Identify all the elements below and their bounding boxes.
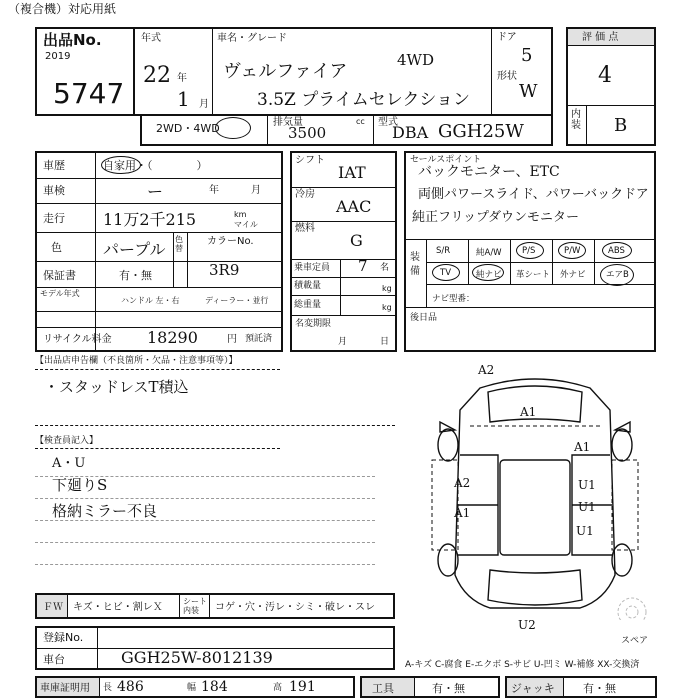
- recycle-unit: 円: [227, 334, 237, 345]
- mark-front-a2: A2: [478, 363, 495, 377]
- tools-value: 有・無: [432, 682, 465, 695]
- color-code-label: カラーNo.: [207, 236, 254, 247]
- load-label: 積載量: [294, 281, 322, 291]
- jack-row: [505, 676, 657, 698]
- equip-airbag: エアB: [606, 270, 629, 280]
- sales-point-label: セールスポイント: [410, 155, 482, 165]
- declaration-label: 【出品店申告欄（不良箇所・欠品・注意事項等）】: [35, 356, 238, 366]
- navi-model-label: ナビ型番：: [432, 294, 475, 304]
- load-unit: kg: [382, 284, 392, 293]
- month-unit: 月: [199, 99, 209, 110]
- tools-row: [360, 676, 500, 698]
- height-value: 191: [289, 679, 316, 695]
- dealer-option: ディーラー・並行: [205, 296, 269, 305]
- equip-sunroof: S/R: [436, 246, 451, 256]
- inspector-label: 【検査員記入】: [35, 436, 99, 446]
- capacity-unit: 名: [380, 263, 390, 273]
- sales-equipment-block: [404, 151, 656, 352]
- door-value: 5: [521, 45, 533, 66]
- recycle-label: リサイクル料金: [43, 334, 112, 345]
- inspection-year-unit: 年: [209, 185, 219, 196]
- drive-displacement-row: [140, 114, 553, 146]
- registration-label: 登録No.: [43, 631, 84, 644]
- form-header-note: （複合機）対応用紙: [8, 2, 117, 16]
- equip-alloy-wheel: 純A/W: [476, 248, 502, 258]
- mark-right-front-a1: A1: [574, 440, 591, 454]
- vehicle-header-block: [35, 27, 553, 116]
- handle-option: ハンドル 左・右: [121, 296, 180, 305]
- mark-right-quarter-u1: U1: [576, 524, 594, 538]
- mark-hood-a1: A1: [520, 405, 537, 419]
- color-code-value: 3R9: [209, 261, 240, 279]
- lot-year-tag: 2019: [45, 51, 71, 62]
- transfer-label: 名変期限: [295, 319, 332, 329]
- sales-line-2: 両側パワースライド、パワーバックドア: [418, 187, 649, 202]
- garage-cert-row: [35, 676, 355, 698]
- drive-options: 2WD・4WD: [156, 122, 220, 135]
- lot-number: 5747: [53, 77, 125, 110]
- mark-left-rear-a1: A1: [454, 506, 471, 520]
- inspection-month-unit: 月: [251, 185, 261, 196]
- recycle-deposit: 預託済: [245, 334, 273, 344]
- equip-leather-seat: 革シート: [516, 270, 551, 280]
- door-label: ドア: [497, 32, 517, 43]
- abs-circle: [602, 242, 632, 259]
- mileage-value: 11万2千215: [103, 210, 197, 229]
- transfer-month: 月: [338, 337, 348, 347]
- evaluation-value: 4: [598, 63, 612, 88]
- inspection-label: 車検: [43, 184, 65, 197]
- garage-cert-label: 車庫証明用: [40, 683, 90, 694]
- jack-label: ジャッキ: [511, 682, 555, 695]
- car-name-line1: ヴェルファイア: [223, 61, 348, 82]
- airbag-circle: [600, 264, 634, 286]
- displacement-unit: cc: [356, 117, 365, 126]
- mark-rear-u2: U2: [518, 618, 536, 632]
- mileage-unit-mile: マイル: [234, 220, 258, 229]
- damage-legend: A-キズ C-腐食 E-エクボ S-サビ U-凹ミ W-補修 XX-交換済: [405, 660, 640, 670]
- genuine-navi-circle: [472, 264, 504, 281]
- registration-block: [35, 626, 395, 670]
- fw-items: キズ・ヒビ・割レＸ: [73, 602, 163, 613]
- mileage-unit-km: km: [234, 210, 247, 219]
- sales-line-3: 純正フリップダウンモニター: [412, 210, 580, 225]
- mark-right-door-u1: U1: [578, 478, 596, 492]
- month-value: 1: [177, 87, 190, 111]
- equip-genuine-navi: 純ナビ: [476, 270, 502, 280]
- warranty-label: 保証書: [43, 269, 76, 282]
- inspector-line-2: 下廻りS: [52, 476, 108, 494]
- evaluation-label: 評 価 点: [582, 32, 619, 43]
- recycle-value: 18290: [147, 328, 198, 347]
- equipment-label: 装備: [410, 252, 420, 277]
- displacement-label: 排気量: [273, 117, 303, 128]
- equip-power-window: P/W: [564, 246, 581, 256]
- fw-row: [35, 593, 395, 619]
- fuel-value: G: [350, 231, 363, 250]
- car-name-line2: 3.5Z プライムセレクション: [257, 90, 471, 110]
- fw-label: ＦＷ: [43, 602, 63, 613]
- model-year-label: モデル年式: [40, 289, 80, 298]
- car-name-label: 車名・グレード: [217, 33, 287, 44]
- mileage-label: 走行: [43, 212, 65, 225]
- gross-label: 総重量: [294, 300, 322, 310]
- lot-label: 出品No.: [43, 31, 102, 49]
- tv-circle: [432, 264, 460, 281]
- width-value: 184: [201, 679, 228, 695]
- shift-value: IAT: [338, 163, 366, 182]
- car-damage-diagram: [410, 360, 660, 620]
- drive-selected-circle: [215, 117, 251, 139]
- shift-label: シフト: [295, 155, 325, 166]
- width-label: 幅: [187, 683, 197, 693]
- rear-items-label: 後日品: [410, 313, 438, 323]
- model-prefix: DBA: [392, 123, 429, 142]
- color-value: パープル: [103, 240, 166, 259]
- length-value: 486: [117, 679, 144, 695]
- evaluation-block: [566, 27, 656, 146]
- power-steering-circle: [516, 242, 544, 259]
- gross-unit: kg: [382, 303, 392, 312]
- displacement-value: 3500: [288, 124, 327, 142]
- vehicle-info-table: [35, 151, 283, 352]
- warranty-value: 有・無: [119, 269, 152, 282]
- power-window-circle: [558, 242, 586, 259]
- interior-label: 内装: [571, 109, 581, 131]
- height-label: 高: [273, 683, 283, 693]
- spec-column: [290, 151, 397, 352]
- year-unit: 年: [177, 73, 187, 84]
- model-label: 型式: [378, 117, 398, 128]
- ac-value: AAC: [336, 197, 372, 216]
- declaration-value: ・スタッドレスT積込: [44, 378, 189, 396]
- inspector-line-1: A・U: [52, 456, 86, 471]
- inspection-dash: ー: [147, 182, 164, 201]
- history-label: 車歴: [43, 159, 65, 172]
- equip-tv: TV: [440, 268, 452, 278]
- year-value: 22: [143, 63, 171, 88]
- spare-label: スペア: [621, 636, 649, 646]
- history-selected-circle: [101, 156, 141, 174]
- equip-aftermarket-navi: 外ナビ: [560, 270, 586, 280]
- fw-seat-label: シート内装: [183, 597, 207, 615]
- sales-line-1: バックモニター、ETC: [418, 164, 560, 180]
- capacity-value: 7: [358, 257, 368, 275]
- shape-value: W: [519, 81, 538, 102]
- year-label: 年式: [141, 33, 161, 44]
- shape-label: 形状: [497, 71, 517, 82]
- chassis-value: GGH25W-8012139: [121, 648, 273, 667]
- mark-left-front-a2: A2: [454, 476, 471, 490]
- capacity-label: 乗車定員: [294, 263, 331, 273]
- fuel-label: 燃料: [295, 223, 315, 234]
- tools-label: 工具: [372, 682, 394, 695]
- transfer-day: 日: [380, 337, 390, 347]
- equip-power-steering: P/S: [522, 246, 536, 256]
- ac-label: 冷房: [295, 189, 315, 200]
- mark-right-rear-u1: U1: [578, 500, 596, 514]
- car-drive-note: 4WD: [397, 51, 434, 69]
- color-change-label: 色替: [175, 235, 183, 253]
- model-value: GGH25W: [438, 121, 524, 142]
- color-label: 色: [51, 241, 62, 254]
- interior-value: B: [614, 115, 628, 136]
- equip-abs: ABS: [608, 246, 625, 256]
- chassis-label: 車台: [43, 653, 65, 666]
- history-value: 自家用・（ ）: [103, 159, 208, 172]
- inspector-line-3: 格納ミラー不良: [52, 502, 158, 520]
- jack-value: 有・無: [583, 682, 616, 695]
- length-label: 長: [103, 683, 113, 693]
- fw-items2: コゲ・穴・汚レ・シミ・破レ・スレ: [215, 602, 375, 613]
